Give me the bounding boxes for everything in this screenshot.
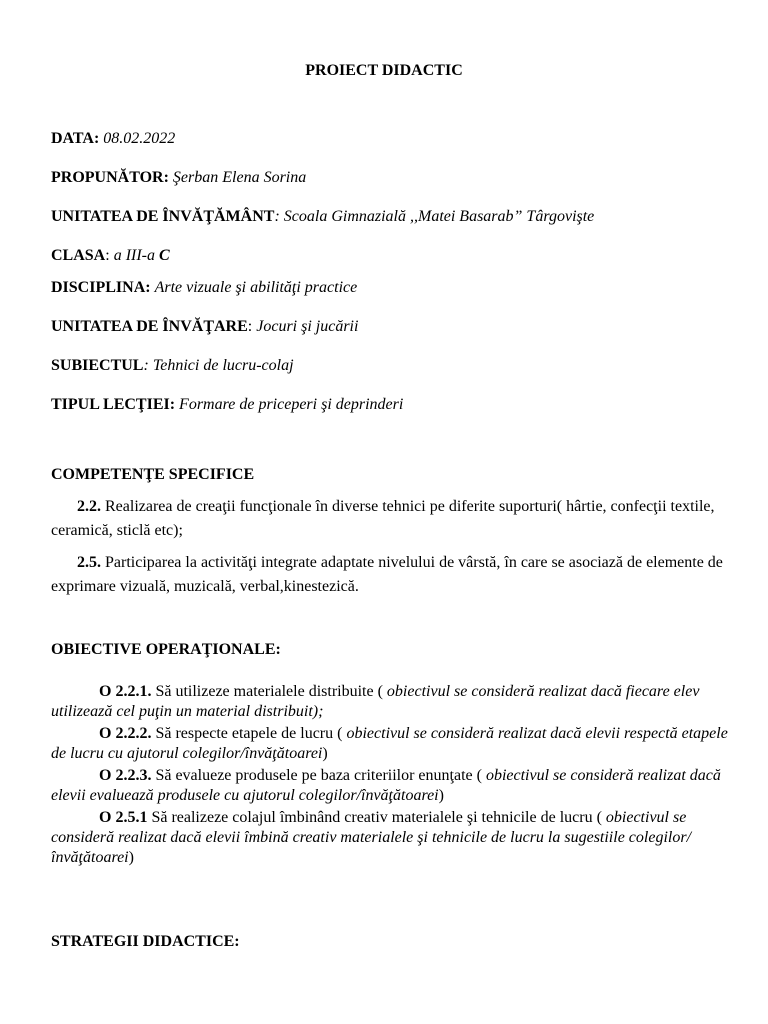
field-unitatea-invatare-label: UNITATEA DE ÎNVĂŢARE <box>51 318 248 335</box>
field-unitatea-invatare <box>51 318 358 336</box>
field-data <box>51 130 175 148</box>
field-propunator-label: PROPUNĂTOR: <box>51 169 169 186</box>
objective-code: O 2.2.1. <box>99 683 152 700</box>
objective-text: Să respecte etapele de lucru ( <box>151 725 347 742</box>
competenta-code: 2.5. <box>77 554 101 571</box>
objective-criterion: obiectivul se consideră realizat dacă elevii evaluează produsele cu ajutorul colegilor/învăţătoarei <box>51 767 721 804</box>
field-clasa-sep: : <box>105 247 110 264</box>
objective-tail: ) <box>438 787 444 804</box>
objective-item <box>51 682 741 722</box>
objective-criterion: obiectivul se consideră realizat dacă elevii respectă etapele de lucru cu ajutorul colegilor/învăţătoarei <box>51 725 728 762</box>
competenta-text: Participarea la activităţi integrate adaptate nivelului de vârstă, în care se asociază de elemente de exprimare vizuală, muzicală, verbal,kinestezică. <box>51 554 723 595</box>
competenta-text: Realizarea de creaţii funcţionale în diverse tehnici pe diferite suporturi( hârtie, confecţii textile, ceramică, sticlă etc); <box>51 498 715 539</box>
field-clasa <box>51 247 170 265</box>
field-tipul-lectiei <box>51 396 403 414</box>
field-data-value: 08.02.2022 <box>103 130 176 147</box>
objective-code: O 2.5.1 <box>99 809 148 826</box>
field-disciplina-value: Arte vizuale şi abilităţi practice <box>154 279 358 296</box>
field-subiectul <box>51 357 294 375</box>
objective-tail: ) <box>128 849 134 866</box>
field-propunator <box>51 169 306 187</box>
document-title: PROIECT DIDACTIC <box>305 62 463 79</box>
objective-item <box>51 808 741 868</box>
field-disciplina-label: DISCIPLINA: <box>51 279 151 296</box>
objective-code: O 2.2.3. <box>99 767 152 784</box>
section-heading-obiective: OBIECTIVE OPERAŢIONALE: <box>51 641 281 658</box>
field-clasa-label: CLASA <box>51 247 106 264</box>
field-unitatea-invatare-sep: : <box>247 318 253 335</box>
field-unitatea-invatamant-value: : Scoala Gimnazială ,,Matei Basarab” Târgovişte <box>274 208 595 225</box>
objective-code: O 2.2.2. <box>99 725 152 742</box>
competenta-item <box>51 551 731 599</box>
section-heading-competente: COMPETENŢE SPECIFICE <box>51 466 255 483</box>
field-clasa-letter: C <box>159 247 170 264</box>
field-unitatea-invatamant-label: UNITATEA DE ÎNVĂŢĂMÂNT <box>51 208 275 225</box>
objective-tail: ) <box>322 745 328 762</box>
objective-criterion: obiectivul se consideră realizat dacă elevii îmbină creativ materialele şi tehnicile de lucru la sugestiile colegilor/învăţătoarei <box>51 809 692 866</box>
field-subiectul-value: : Tehnici de lucru-colaj <box>143 357 294 374</box>
objective-text: Să utilizeze materialele distribuite ( <box>151 683 387 700</box>
field-subiectul-label: SUBIECTUL <box>51 357 144 374</box>
objective-item <box>51 766 741 806</box>
field-tipul-lectiei-value: Formare de priceperi şi deprinderi <box>179 396 404 413</box>
objective-text: Să evalueze produsele pe baza criteriilor enunţate ( <box>151 767 486 784</box>
competenta-item <box>51 495 731 543</box>
field-unitatea-invatare-value: Jocuri şi jucării <box>252 318 359 335</box>
objective-item <box>51 724 741 764</box>
field-tipul-lectiei-label: TIPUL LECŢIEI: <box>51 396 176 413</box>
section-heading-strategii: STRATEGII DIDACTICE: <box>51 933 240 950</box>
field-disciplina <box>51 279 357 297</box>
competenta-code: 2.2. <box>77 498 101 515</box>
objective-text: Să realizeze colajul îmbinând creativ materialele şi tehnicile de lucru ( <box>147 809 606 826</box>
field-unitatea-invatamant <box>51 208 594 226</box>
field-data-label: DATA: <box>51 130 100 147</box>
objective-criterion: obiectivul se consideră realizat dacă fiecare elev utilizează cel puţin un material distribuit); <box>51 683 700 720</box>
field-propunator-value: Şerban Elena Sorina <box>172 169 307 186</box>
field-clasa-value: a III-a <box>109 247 159 264</box>
